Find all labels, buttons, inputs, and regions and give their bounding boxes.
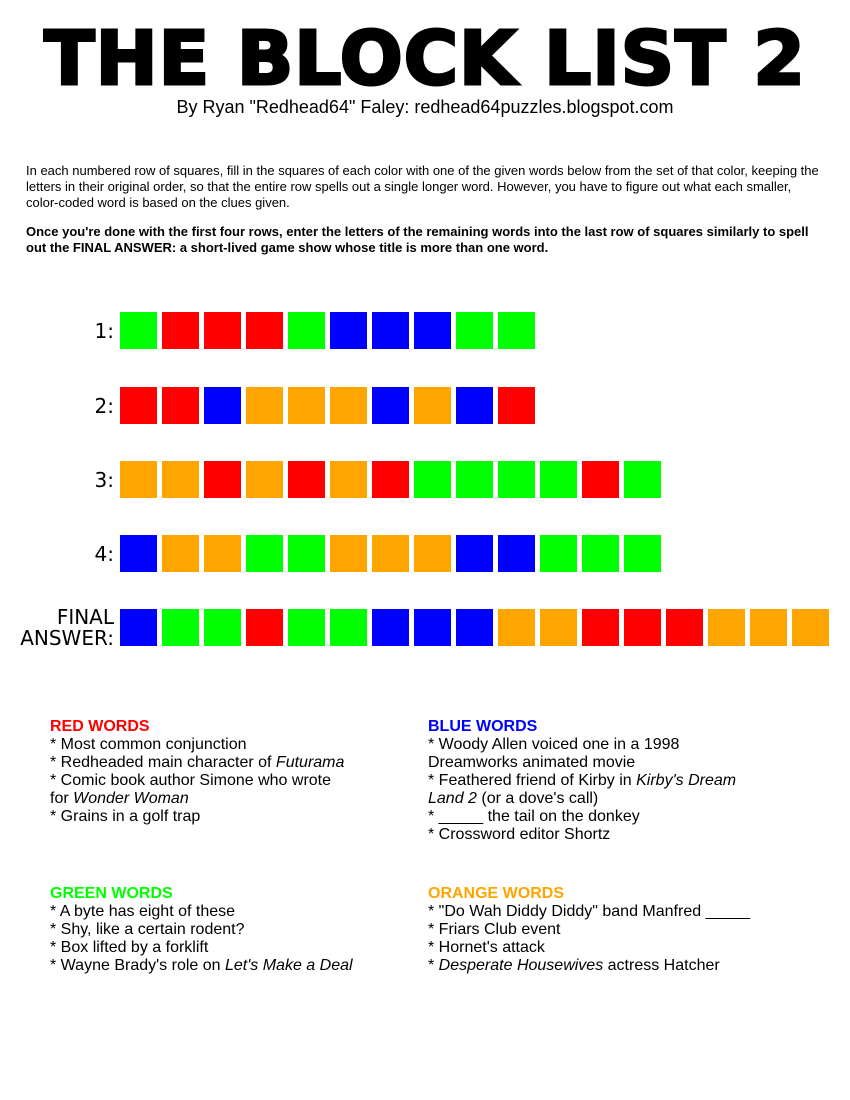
square-green[interactable] [498,312,535,349]
clue-line: * Desperate Housewives actress Hatcher [428,957,720,974]
orange-words-heading: ORANGE WORDS [428,885,564,902]
square-red[interactable] [162,387,199,424]
square-red[interactable] [246,312,283,349]
square-orange[interactable] [330,387,367,424]
clue-line: * "Do Wah Diddy Diddy" band Manfred _____ [428,903,751,920]
square-blue[interactable] [456,535,493,572]
row-label-3: 3: [94,468,114,492]
row-label-2: 2: [94,394,114,418]
square-red[interactable] [204,461,241,498]
square-red[interactable] [162,312,199,349]
clue-line: Land 2 (or a dove's call) [428,790,599,807]
square-red[interactable] [288,461,325,498]
clue-line: * Crossword editor Shortz [428,826,611,843]
instructions [26,163,826,269]
square-red[interactable] [120,387,157,424]
square-green[interactable] [246,535,283,572]
square-green[interactable] [288,312,325,349]
square-green[interactable] [624,535,661,572]
square-green[interactable] [330,609,367,646]
clue-line: for Wonder Woman [50,790,189,807]
square-green[interactable] [498,461,535,498]
byline: By Ryan "Redhead64" Faley: redhead64puzzles.blogspot.com [176,97,674,117]
square-green[interactable] [582,535,619,572]
square-red[interactable] [624,609,661,646]
square-orange[interactable] [414,535,451,572]
square-green[interactable] [162,609,199,646]
square-orange[interactable] [540,609,577,646]
orange-words-clues [428,885,798,975]
red-words-heading: RED WORDS [50,718,150,735]
row-label-1: 1: [94,319,114,343]
square-orange[interactable] [792,609,829,646]
puzzle-title: THE BLOCK LIST 2 [44,16,806,102]
square-blue[interactable] [456,609,493,646]
square-blue[interactable] [414,609,451,646]
square-red[interactable] [666,609,703,646]
clue-line: * Friars Club event [428,921,561,938]
clue-line: * Redheaded main character of Futurama [50,754,345,771]
square-red[interactable] [246,609,283,646]
square-orange[interactable] [330,461,367,498]
square-orange[interactable] [204,535,241,572]
clue-line: * Most common conjunction [50,736,247,753]
square-orange[interactable] [750,609,787,646]
square-orange[interactable] [246,387,283,424]
final-label-line1: FINAL [56,605,114,629]
clue-line: * Shy, like a certain rodent? [50,921,245,938]
square-blue[interactable] [372,312,409,349]
clue-line: * Feathered friend of Kirby in Kirby's Dream [428,772,737,789]
square-blue[interactable] [498,535,535,572]
square-blue[interactable] [204,387,241,424]
square-blue[interactable] [120,609,157,646]
clue-line: * _____ the tail on the donkey [428,808,640,825]
clue-line: * Grains in a golf trap [50,808,201,825]
green-words-heading: GREEN WORDS [50,885,173,902]
square-red[interactable] [372,461,409,498]
instructions-text: In each numbered row of squares, fill in the squares of each color with one of the given words below from the set of that color, keeping the letters in their original order, so that the entire row spells out a single longer word. However, you have to figure out what each smaller, color-coded word is based on the clues given. [26,163,819,210]
square-orange[interactable] [162,461,199,498]
square-orange[interactable] [120,461,157,498]
square-green[interactable] [204,609,241,646]
square-orange[interactable] [288,387,325,424]
clue-line: Dreamworks animated movie [428,754,636,771]
square-orange[interactable] [246,461,283,498]
square-red[interactable] [204,312,241,349]
square-green[interactable] [414,461,451,498]
clue-line: * Box lifted by a forklift [50,939,209,956]
square-orange[interactable] [414,387,451,424]
square-orange[interactable] [330,535,367,572]
square-green[interactable] [456,461,493,498]
square-red[interactable] [582,461,619,498]
clue-line: * Comic book author Simone who wrote [50,772,332,789]
square-green[interactable] [120,312,157,349]
square-blue[interactable] [456,387,493,424]
square-blue[interactable] [330,312,367,349]
square-blue[interactable] [372,387,409,424]
square-red[interactable] [582,609,619,646]
red-words-clues [50,718,420,826]
row-label-final [20,607,114,649]
square-green[interactable] [288,609,325,646]
row-label-4: 4: [94,542,114,566]
square-green[interactable] [540,535,577,572]
square-blue[interactable] [120,535,157,572]
square-green[interactable] [540,461,577,498]
square-orange[interactable] [162,535,199,572]
square-blue[interactable] [372,609,409,646]
blue-words-clues [428,718,798,844]
final-label-line2: ANSWER: [20,626,114,650]
clue-line: * A byte has eight of these [50,903,236,920]
green-words-clues [50,885,420,975]
square-orange[interactable] [372,535,409,572]
clue-line: * Hornet's attack [428,939,545,956]
square-orange[interactable] [498,609,535,646]
blue-words-heading: BLUE WORDS [428,718,538,735]
square-green[interactable] [456,312,493,349]
square-green[interactable] [288,535,325,572]
square-red[interactable] [498,387,535,424]
clue-line: * Wayne Brady's role on Let's Make a Deal [50,957,353,974]
square-blue[interactable] [414,312,451,349]
square-orange[interactable] [708,609,745,646]
clue-line: * Woody Allen voiced one in a 1998 [428,736,680,753]
final-instructions-text: Once you're done with the first four rows, enter the letters of the remaining words into the last row of squares similarly to spell out the FINAL ANSWER: a short-lived game show whose title is more than one word. [26,224,809,255]
square-green[interactable] [624,461,661,498]
